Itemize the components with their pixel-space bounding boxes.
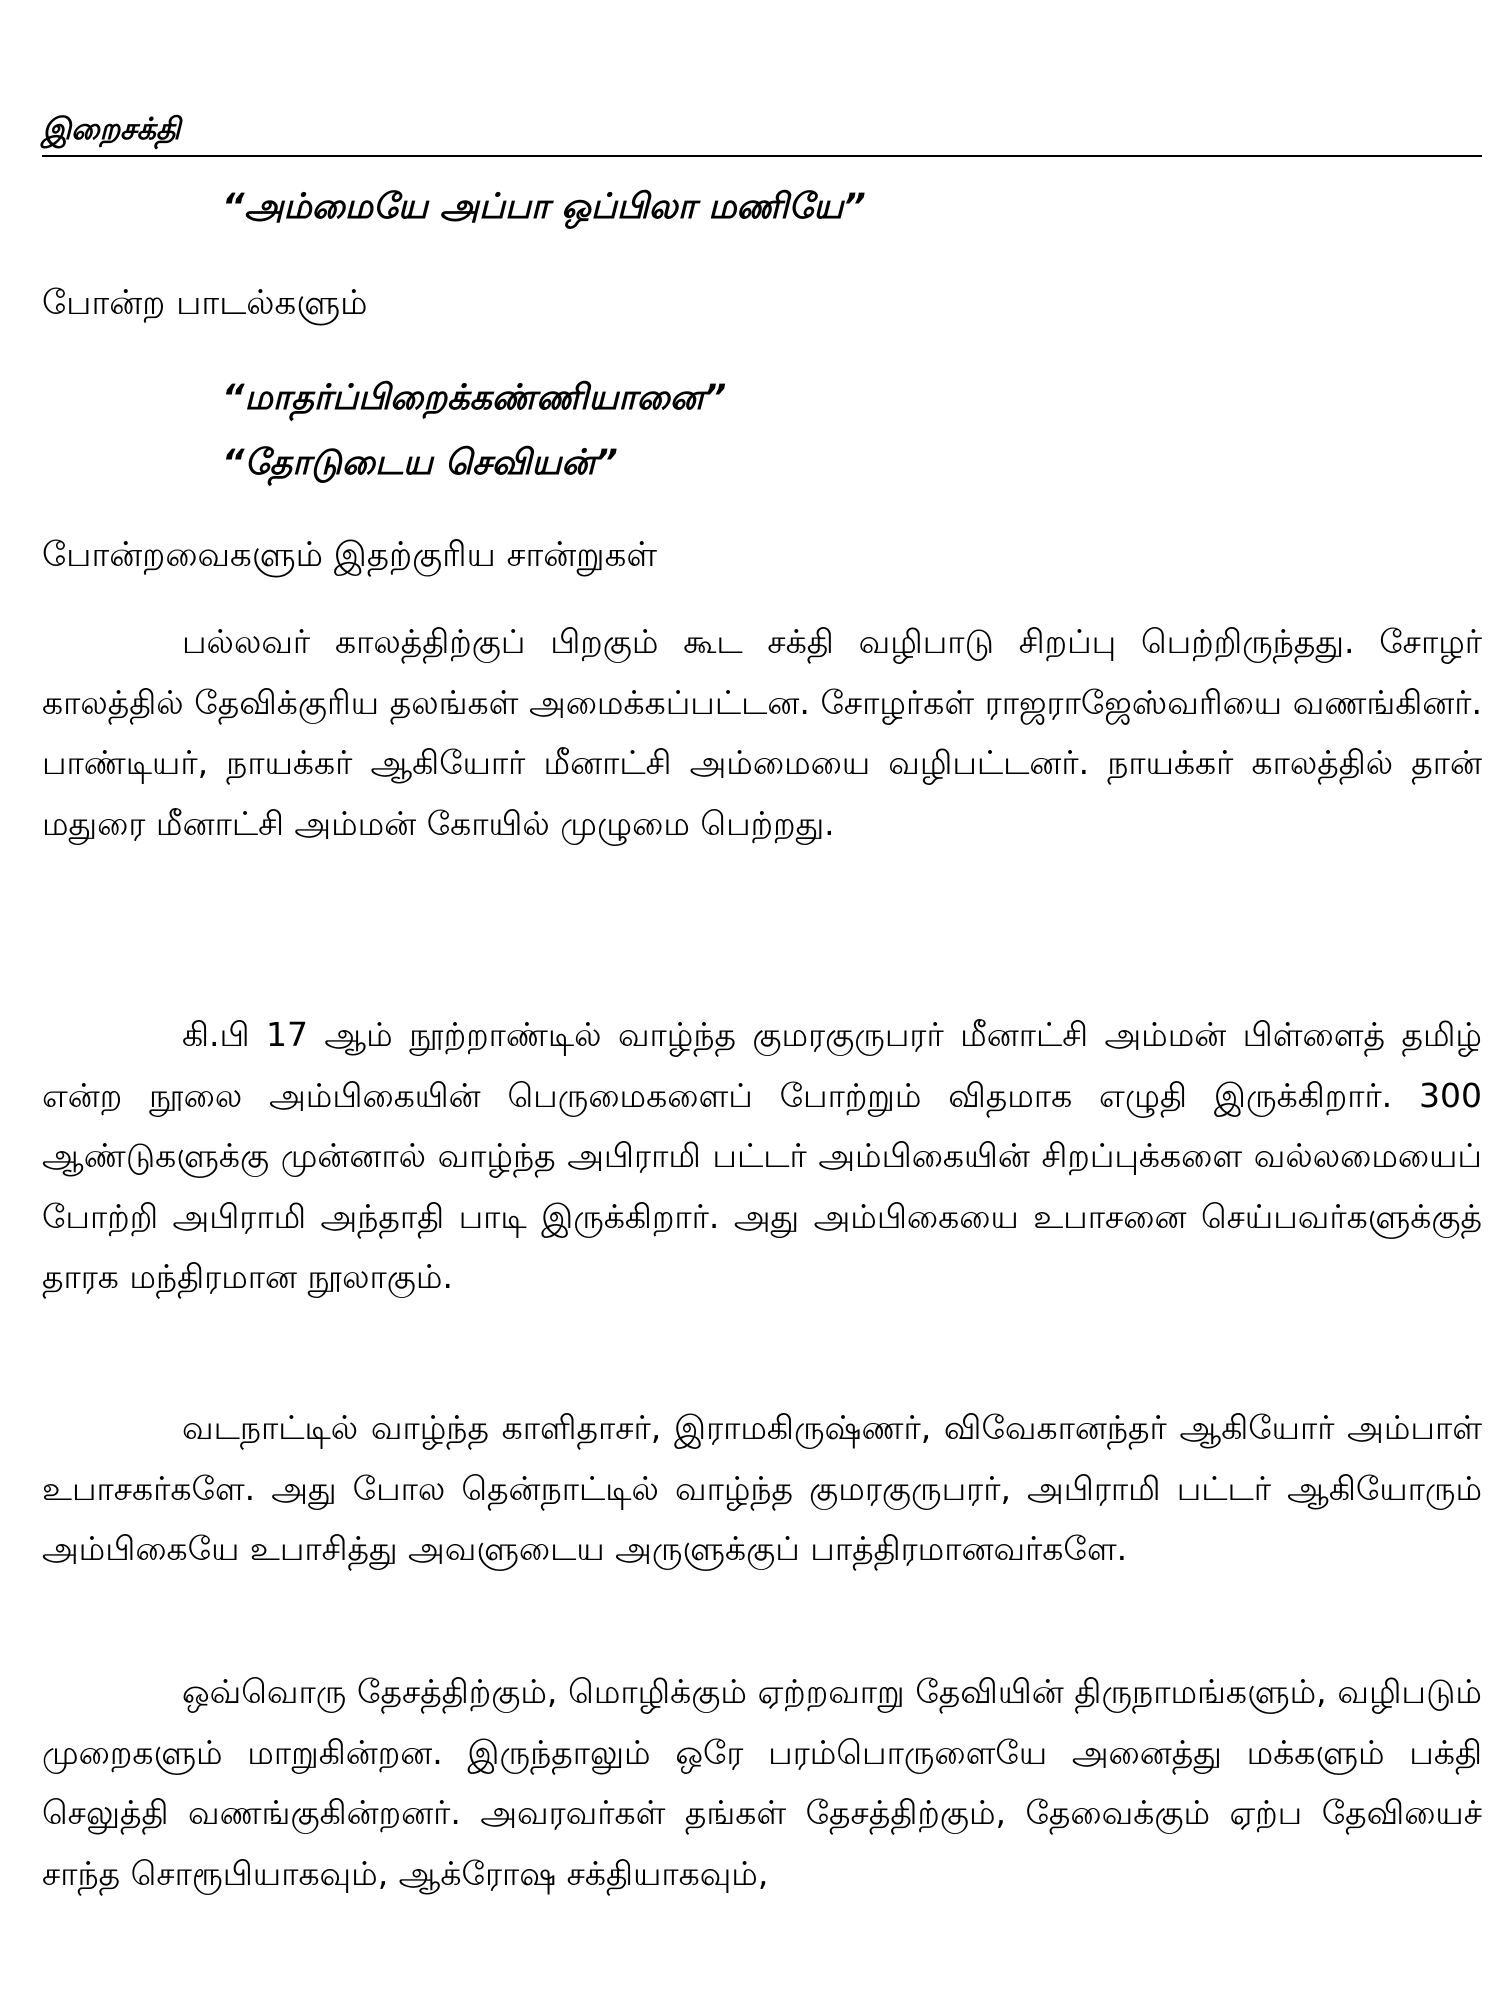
paragraph-2: கி.பி 17 ஆம் நூற்றாண்டில் வாழ்ந்த குமரகுருபரர் மீனாட்சி அம்மன் பிள்ளைத் தமிழ் என்ற நூலை அம்பிகையின் பெருமைகளைப் போற்றும் விதமாக எழுதி இருக்கிறார். 300 ஆண்டுகளுக்கு முன்னால் வாழ்ந்த அபிராமி பட்டர் அம்பிகையின் சிறப்புக்களை வல்லமையைப் போற்றி அபிராமி அந்தாதி பாடி இருக்கிறார். அது அம்பிகையை உபாசனை செய்பவர்களுக்குத் தாரக மந்திரமான நூலாகும். — [42, 1015, 1482, 1296]
text-line-2: போன்றவைகளும் இதற்குரிய சான்றுகள் — [42, 535, 658, 575]
quote-line-1: “அம்மையே அப்பா ஒப்பிலா மணியே” — [222, 187, 866, 227]
paragraph-4: ஒவ்வொரு தேசத்திற்கும், மொழிக்கும் ஏற்றவாறு தேவியின் திருநாமங்களும், வழிபடும் முறைகளும் மாறுகின்றன. இருந்தாலும் ஒரே பரம்பொருளையே அனைத்து மக்களும் பக்தி செலுத்தி வணங்குகின்றனர். அவரவர்கள் தங்கள் தேசத்திற்கும், தேவைக்கும் ஏற்ப தேவியைச் சாந்த சொரூபியாகவும், ஆக்ரோஷ சக்தியாகவும், — [42, 1672, 1482, 1893]
paragraph-3: வடநாட்டில் வாழ்ந்த காளிதாசர், இராமகிருஷ்ணர், விவேகானந்தர் ஆகியோர் அம்பாள் உபாசகர்களே. அது போல தென்நாட்டில் வாழ்ந்த குமரகுருபரர், அபிராமி பட்டர் ஆகியோரும் அம்பிகையே உபாசித்து அவளுடைய அருளுக்குப் பாத்திரமானவர்களே. — [42, 1408, 1482, 1568]
header-rule — [42, 155, 1482, 157]
text-line-1: போன்ற பாடல்களும் — [42, 283, 368, 323]
quote-line-3: “தோடுடைய செவியன்” — [222, 443, 618, 483]
quote-line-2: “மாதர்ப்பிறைக்கண்ணியானை” — [222, 378, 727, 418]
paragraph-1: பல்லவர் காலத்திற்குப் பிறகும் கூட சக்தி வழிபாடு சிறப்பு பெற்றிருந்தது. சோழர் காலத்தில் தேவிக்குரிய தலங்கள் அமைக்கப்பட்டன. சோழர்கள் ராஜராஜேஸ்வரியை வணங்கினர். பாண்டியர், நாயக்கர் ஆகியோர் மீனாட்சி அம்மையை வழிபட்டனர். நாயக்கர் காலத்தில் தான் மதுரை மீனாட்சி அம்மன் கோயில் முழுமை பெற்றது. — [42, 622, 1482, 843]
running-header-title: இறைசக்தி — [42, 112, 181, 147]
